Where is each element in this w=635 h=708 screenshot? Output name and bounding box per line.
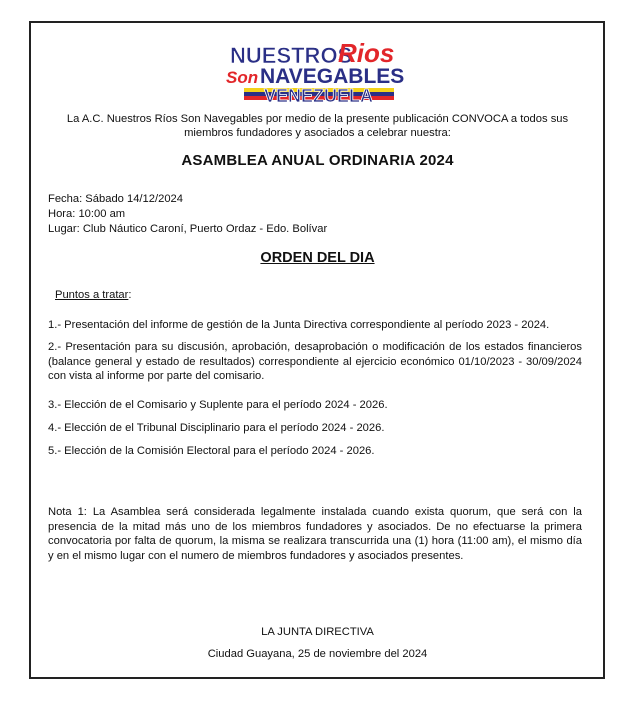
organization-logo: [218, 36, 418, 106]
note-paragraph: Nota 1: La Asamblea será considerada legalmente instalada cuando exista quorum, que será con la presencia de la mitad más uno de los miembros fundadores y asociados. De no efectuarse la primera convocatoria por falta de quorum, la misma se realizara transcurrida una (1) hora (11:00 am), el mismo día y en el mismo lugar con el numero de miembros fundadores y asociados presentes.: [48, 506, 582, 562]
date-place: Ciudad Guayana, 25 de noviembre del 2024: [207, 648, 428, 660]
agenda-label-colon: :: [128, 289, 132, 301]
agenda-item-1: 1.- Presentación del informe de gestión de la Junta Directiva correspondiente al período 2023 - 2024.: [48, 319, 550, 331]
meeting-time: Hora: 10:00 am: [48, 208, 126, 220]
agenda-item-2: 2.- Presentación para su discusión, aprobación, desaprobación o modificación de los estados financieros (balance general y estado de resultados) correspondiente al ejercicio económico 01/10/2023 - 30/09/2024 con vista al informe por parte del comisario.: [48, 341, 582, 382]
intro-text-line2: miembros fundadores y asociados a celebrar nuestra:: [184, 127, 451, 139]
document-title: ASAMBLEA ANUAL ORDINARIA 2024: [181, 152, 454, 169]
intro-text: La A.C. Nuestros Ríos Son Navegables por medio de la presente publicación CONVOCA a todos sus: [66, 113, 569, 125]
svg-text:NAVEGABLES: NAVEGABLES: [260, 65, 405, 88]
agenda-item-5: 5.- Elección de la Comisión Electoral para el período 2024 - 2026.: [48, 445, 375, 457]
signature: LA JUNTA DIRECTIVA: [261, 626, 374, 638]
agenda-heading: ORDEN DEL DIA: [260, 250, 375, 266]
svg-text:VENEZUELA: VENEZUELA: [264, 86, 374, 106]
svg-text:Rios: Rios: [338, 38, 395, 68]
svg-text:Son: Son: [226, 68, 259, 87]
agenda-item-4: 4.- Elección de el Tribunal Disciplinario para el período 2024 - 2026.: [48, 422, 385, 434]
agenda-label-text: Puntos a tratar: [55, 289, 129, 301]
meeting-date: Fecha: Sábado 14/12/2024: [48, 193, 183, 205]
agenda-item-3: 3.- Elección de el Comisario y Suplente para el período 2024 - 2026.: [48, 399, 388, 411]
meeting-place: Lugar: Club Náutico Caroní, Puerto Ordaz - Edo. Bolívar: [48, 223, 328, 235]
svg-text:NUESTROS: NUESTROS: [230, 43, 353, 68]
agenda-label: [55, 288, 132, 302]
